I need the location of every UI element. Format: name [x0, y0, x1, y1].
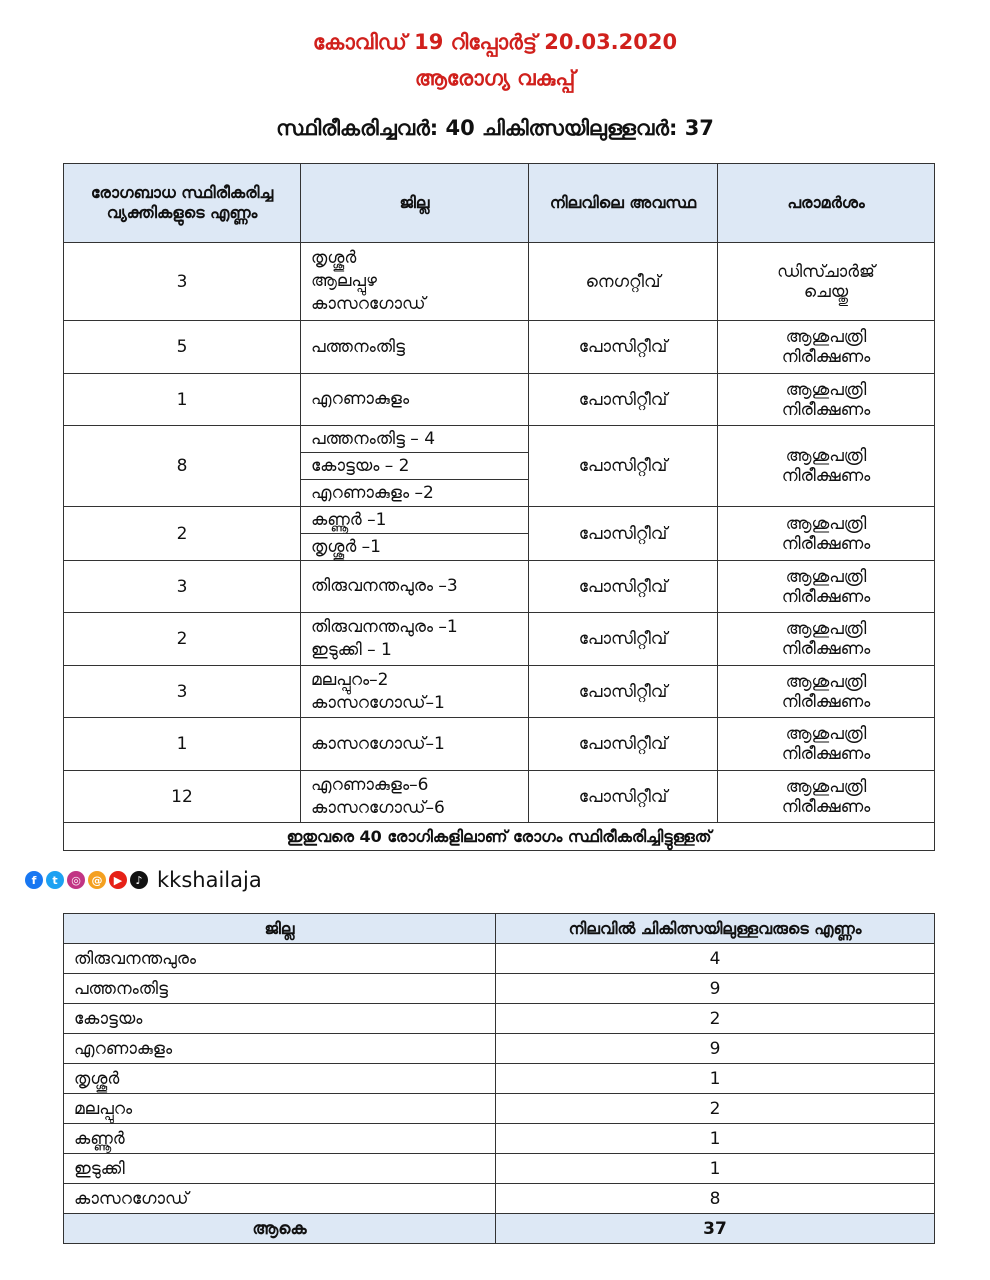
- report-title: കോവിഡ് 19 റിപ്പോർട്ട് 20.03.2020: [312, 30, 678, 54]
- twitter-icon: t: [46, 871, 64, 889]
- status-cell: പോസിറ്റീവ്: [529, 374, 718, 426]
- remark-cell: ആശുപത്രി നിരീക്ഷണം: [718, 374, 935, 426]
- case-count: 3: [64, 666, 301, 718]
- district-name: കണ്ണൂർ: [64, 1124, 496, 1154]
- patient-count: 1: [496, 1064, 935, 1094]
- district-entry: തൃശ്ശൂർ –1: [301, 533, 528, 560]
- table-row: [64, 507, 935, 561]
- district-cell: [301, 507, 529, 561]
- district-cell: [301, 561, 529, 613]
- district-entry: കാസറഗോഡ്–1: [311, 733, 445, 754]
- table-row: [64, 426, 935, 507]
- total-row: [64, 1214, 935, 1244]
- district-name: ഇടുക്കി: [64, 1154, 496, 1184]
- table-row: [64, 1004, 935, 1034]
- district-entry: കാസറഗോഡ്–6: [311, 797, 445, 818]
- district-entry: തൃശ്ശൂർ: [311, 248, 357, 268]
- district-entry: എറണാകുളം –2: [301, 479, 528, 506]
- district-entry: എറണാകുളം: [311, 389, 410, 409]
- remark-cell: ആശുപത്രി നിരീക്ഷണം: [718, 321, 935, 374]
- case-count: 2: [64, 613, 301, 666]
- district-cell: [301, 374, 529, 426]
- status-cell: പോസിറ്റീവ്: [529, 666, 718, 718]
- district-entry: പത്തനംതിട്ട – 4: [311, 429, 436, 449]
- instagram-icon: ◎: [67, 871, 85, 889]
- remark-cell: ആശുപത്രി നിരീക്ഷണം: [718, 613, 935, 666]
- district-entry: കോട്ടയം – 2: [301, 452, 528, 479]
- case-count: 3: [64, 243, 301, 321]
- email-icon: @: [88, 871, 106, 889]
- table-row: [64, 944, 935, 974]
- table-row: [64, 374, 935, 426]
- status-cell: പോസിറ്റീവ്: [529, 561, 718, 613]
- table-row: [64, 1034, 935, 1064]
- remark-cell: ആശുപത്രി നിരീക്ഷണം: [718, 666, 935, 718]
- district-name: മലപ്പുറം: [64, 1094, 496, 1124]
- status-cell: നെഗറ്റീവ്: [529, 243, 718, 321]
- district-name: എറണാകുളം: [64, 1034, 496, 1064]
- table-row: [64, 321, 935, 374]
- case-count: 1: [64, 374, 301, 426]
- table-row: [64, 561, 935, 613]
- table-row: [64, 243, 935, 321]
- table-row: [64, 1124, 935, 1154]
- patient-count: 9: [496, 974, 935, 1004]
- district-entry: കണ്ണൂർ –1: [311, 510, 387, 530]
- table-row: [64, 974, 935, 1004]
- patient-count: 2: [496, 1004, 935, 1034]
- table-row: [64, 771, 935, 823]
- district-name: തൃശ്ശൂർ: [64, 1064, 496, 1094]
- district-cell: [301, 243, 529, 321]
- status-cell: പോസിറ്റീവ്: [529, 771, 718, 823]
- district-cell: [301, 666, 529, 718]
- remark-cell: ആശുപത്രി നിരീക്ഷണം: [718, 561, 935, 613]
- department-name: ആരോഗ്യ വകുപ്പ്: [414, 66, 576, 90]
- case-count: 12: [64, 771, 301, 823]
- remark-cell: ആശുപത്രി നിരീക്ഷണം: [718, 426, 935, 507]
- district-entry: തിരുവനന്തപുരം –1: [311, 617, 458, 637]
- district-name: തിരുവനന്തപുരം: [64, 944, 496, 974]
- district-entry: ഇടുക്കി – 1: [311, 640, 392, 660]
- column-header-under-treatment: നിലവിൽ ചികിത്സയിലുള്ളവരുടെ എണ്ണം: [496, 914, 935, 944]
- district-cell: [301, 321, 529, 374]
- status-cell: പോസിറ്റീവ്: [529, 321, 718, 374]
- district-name: പത്തനംതിട്ട: [64, 974, 496, 1004]
- summary-line: സ്ഥിരീകരിച്ചവർ: 40 ചികിത്സയിലുള്ളവർ: 37: [276, 116, 714, 140]
- district-cell: [301, 613, 529, 666]
- district-entry: തിരുവനന്തപുരം –3: [311, 576, 458, 596]
- status-cell: പോസിറ്റീവ്: [529, 507, 718, 561]
- table-footer-note: ഇതുവരെ 40 രോഗികളിലാണ് രോഗം സ്ഥിരീകരിച്ചിട്ടുള്ളത്: [64, 823, 935, 851]
- district-entry: കാസറഗോഡ്–1: [311, 692, 445, 713]
- total-label: ആകെ: [64, 1214, 496, 1244]
- table-row: [64, 1064, 935, 1094]
- column-header-remark: പരാമർശം: [718, 164, 935, 243]
- patient-count: 2: [496, 1094, 935, 1124]
- status-cell: പോസിറ്റീവ്: [529, 613, 718, 666]
- case-count: 3: [64, 561, 301, 613]
- district-entry: ആലപ്പുഴ: [311, 271, 377, 291]
- remark-cell: ആശുപത്രി നിരീക്ഷണം: [718, 718, 935, 771]
- patient-count: 4: [496, 944, 935, 974]
- social-media-bar: [25, 868, 262, 892]
- column-header-district: ജില്ല: [301, 164, 529, 243]
- table-row: [64, 1184, 935, 1214]
- patient-count: 8: [496, 1184, 935, 1214]
- youtube-icon: ▶: [109, 871, 127, 889]
- district-name: കോട്ടയം: [64, 1004, 496, 1034]
- district-cell: [301, 426, 529, 507]
- column-header-status: നിലവിലെ അവസ്ഥ: [529, 164, 718, 243]
- district-cell: [301, 771, 529, 823]
- confirmed-cases-table: [63, 163, 935, 851]
- column-header-count: രോഗബാധ സ്ഥിരീകരിച്ച വ്യക്തികളുടെ എണ്ണം: [64, 164, 301, 243]
- table-row: [64, 613, 935, 666]
- case-count: 2: [64, 507, 301, 561]
- facebook-icon: f: [25, 871, 43, 889]
- district-entry: പത്തനംതിട്ട: [311, 336, 405, 357]
- under-treatment-table: [63, 913, 935, 1244]
- table-row: [64, 666, 935, 718]
- district-entry: മലപ്പുറം–2: [311, 669, 389, 690]
- case-count: 5: [64, 321, 301, 374]
- tiktok-icon: ♪: [130, 871, 148, 889]
- patient-count: 9: [496, 1034, 935, 1064]
- district-cell: [301, 718, 529, 771]
- table-row: [64, 718, 935, 771]
- remark-cell: ആശുപത്രി നിരീക്ഷണം: [718, 507, 935, 561]
- status-cell: പോസിറ്റീവ്: [529, 718, 718, 771]
- case-count: 1: [64, 718, 301, 771]
- patient-count: 1: [496, 1124, 935, 1154]
- total-value: 37: [496, 1214, 935, 1244]
- district-entry: കാസറഗോഡ്: [311, 294, 426, 314]
- column-header-district: ജില്ല: [64, 914, 496, 944]
- status-cell: പോസിറ്റീവ്: [529, 426, 718, 507]
- remark-cell: ആശുപത്രി നിരീക്ഷണം: [718, 771, 935, 823]
- table-row: [64, 1094, 935, 1124]
- district-entry: എറണാകുളം–6: [311, 774, 429, 795]
- case-count: 8: [64, 426, 301, 507]
- patient-count: 1: [496, 1154, 935, 1184]
- remark-cell: ഡിസ്ചാർജ് ചെയ്തു: [718, 243, 935, 321]
- social-handle: kkshailaja: [157, 868, 262, 892]
- table-row: [64, 1154, 935, 1184]
- district-name: കാസറഗോഡ്: [64, 1184, 496, 1214]
